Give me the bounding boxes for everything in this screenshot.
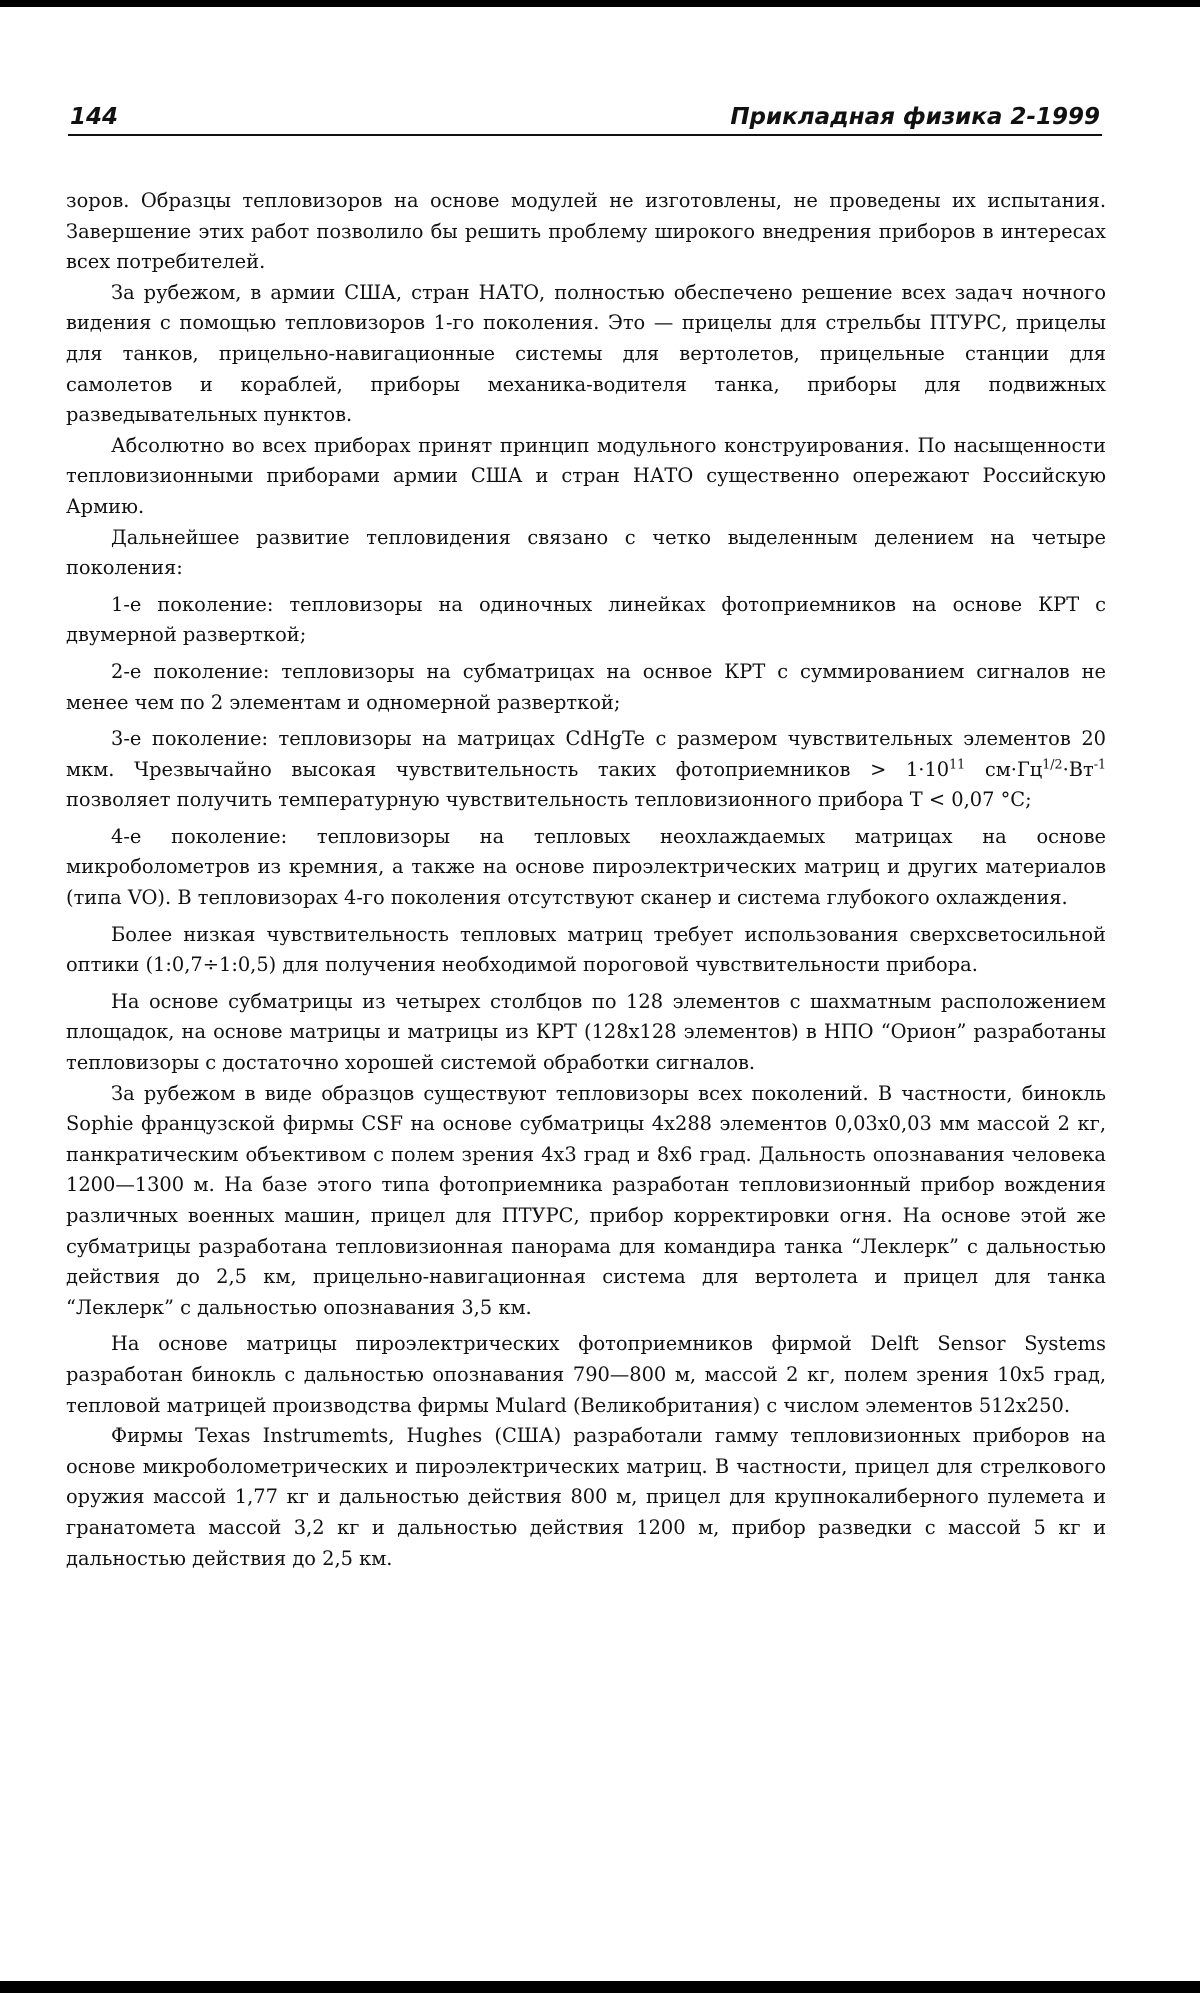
paragraph-6: На основе субматрицы из четырех столбцов по 128 элементов с шахматным расположением площадок, на основе матрицы и матрицы из КРТ (128x128 элементов) в НПО “Орион” разработаны тепловизоры с достаточно хорошей системой обработки сигналов. (66, 989, 1106, 1075)
paragraph-generation-3 (66, 724, 1106, 816)
paragraph-1: зоров. Образцы тепловизоров на основе модулей не изготовлены, не проведены их испытания. Завершение этих работ позволило бы решить проблему широкого внедрения приборов в интересах всех потребителей. (66, 189, 1106, 274)
page-number: 144 (70, 104, 119, 130)
article-body (66, 186, 1106, 1574)
gen3-exponent-1: 11 (949, 756, 966, 772)
paragraph-generation-2: 2-е поколение: тепловизоры на субматрицах на оснвое КРТ с суммированием сигналов не менее чем по 2 элементам и одномерной разверткой; (66, 659, 1106, 714)
page-header (70, 104, 1100, 130)
gen3-text-a: 3-е поколение: тепловизоры на матрицах CdHgTe с размером чувствительных элементов 20 мкм. Чрезвычайно высокая чувствительность таких фотоприемников > 1·10 (66, 727, 1106, 781)
paragraph-2: За рубежом, в армии США, стран НАТО, полностью обеспечено решение всех задач ночного видения с помощью тепловизоров 1-го поколения. Это — прицелы для стрельбы ПТУРС, прицелы для танков, прицельно-навигационные системы для вертолетов, прицельные станции для самолетов и кораблей, приборы механика-водителя танка, приборы для подвижных разведывательных пунктов. (66, 280, 1106, 427)
scan-bottom-border (0, 1981, 1200, 1993)
paragraph-generation-1: 1-е поколение: тепловизоры на одиночных линейках фотоприемников на основе КРТ с двумерной разверткой; (66, 592, 1106, 647)
paragraph-9: Фирмы Texas Instrumemts, Hughes (США) разработали гамму тепловизионных приборов на основе микроболометрических и пироэлектрических матриц. В частности, прицел для стрелкового оружия массой 1,77 кг и дальностью действия 800 м, прицел для крупнокалиберного пулемета и гранатомета массой 3,2 кг и дальностью действия 1200 м, прибор разведки с массой 5 кг и дальностью действия до 2,5 км. (66, 1424, 1106, 1570)
paragraph-8: На основе матрицы пироэлектрических фотоприемников фирмой Delft Sensor Systems разработан бинокль с дальностью опознавания 790—800 м, массой 2 кг, полем зрения 10x5 град, тепловой матрицей производства фирмы Mulard (Великобритания) с числом элементов 512x250. (66, 1332, 1106, 1417)
paragraph-generation-4: 4-е поколение: тепловизоры на тепловых неохлаждаемых матрицах на основе микроболометров из кремния, а также на основе пироэлектрических матриц и других материалов (типа VO). В тепловизорах 4-го поколения отсутствуют сканер и система глубокого охлаждения. (66, 824, 1106, 910)
gen3-text-c: ·Вт (1062, 757, 1094, 781)
scan-top-border (0, 0, 1200, 7)
gen3-text-b: см·Гц (965, 757, 1043, 781)
paragraph-3: Абсолютно во всех приборах принят принцип модульного конструирования. По насыщенности тепловизионными приборами армии США и стран НАТО существенно опережают Российскую Армию. (66, 433, 1106, 518)
paragraph-4: Дальнейшее развитие тепловидения связано с четко выделенным делением на четыре поколения: (66, 525, 1106, 580)
paragraph-5: Более низкая чувствительность тепловых матриц требует использования сверхсветосильной оптики (1:0,7÷1:0,5) для получения необходимой пороговой чувствительности прибора. (66, 922, 1106, 977)
gen3-exponent-2: 1/2 (1042, 756, 1063, 772)
paragraph-7: За рубежом в виде образцов существуют тепловизоры всех поколений. В частности, бинокль Sophie французской фирмы CSF на основе субматрицы 4x288 элементов 0,03x0,03 мм массой 2 кг, панкратическим объективом с полем зрения 4x3 град и 8x6 град. Дальность опознавания человека 1200—1300 м. На базе этого типа фотоприемника разработан тепловизионный прибор вождения различных военных машин, прицел для ПТУРС, прибор корректировки огня. На основе этой же субматрицы разработана тепловизионная панорама для командира танка “Леклерк” с дальностью действия до 2,5 км, прицельно-навигационная система для вертолета и прицел для танка “Леклерк” с дальностью опознавания 3,5 км. (66, 1081, 1106, 1319)
journal-title: Прикладная физика 2-1999 (730, 104, 1100, 130)
gen3-exponent-3: -1 (1093, 756, 1106, 772)
header-rule (68, 134, 1102, 136)
gen3-text-d: позволяет получить температурную чувствительность тепловизионного прибора T < 0,07 °С; (66, 788, 1032, 812)
